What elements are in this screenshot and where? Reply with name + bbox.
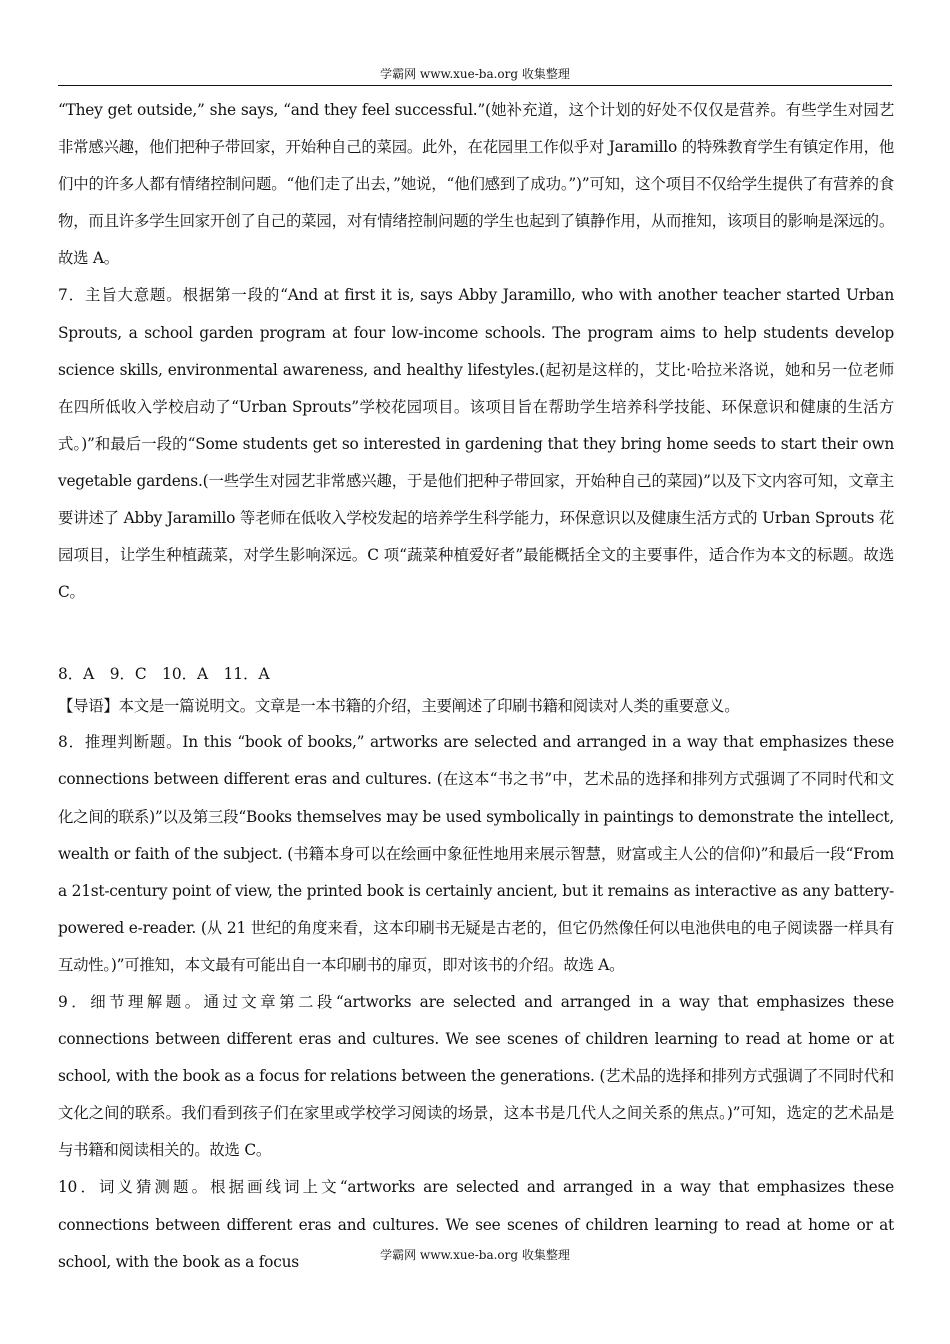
page-footer: 学霸网 www.xue-ba.org 收集整理 [380, 1248, 570, 1262]
answer-key-line: 8．A 9．C 10．A 11．A [58, 665, 270, 684]
paragraph-intro: 【导语】本文是一篇说明文。文章是一本书籍的介绍，主要阐述了印刷书籍和阅读对人类的重要意义。 [58, 697, 740, 716]
paragraph-q10-explanation: 10．词义猜测题。根据画线词上文“artworks are selected and arranged in a way that emphasizes these connections between different eras and cultures. We see scenes of children learning to read at home or at school, with the book as a focus [58, 1178, 894, 1271]
paragraph-q6-continuation: “They get outside,” she says, “and they feel successful.”(她补充道，这个计划的好处不仅仅是营养。有些学生对园艺非常感兴趣，他们把种子带回家，开始种自己的菜园。此外，在花园里工作似乎对 Jaramillo 的特殊教育学生有镇定作用，他们中的许多人都有情绪控制问题。“他们走了出去，”她说，“他们感到了成功。”)”可知，这个项目不仅给学生提供了有营养的食物，而且许多学生回家开创了自己的菜园，对有情绪控制问题的学生也起到了镇静作用，从而推知，该项目的影响是深远的。故选 A。 [58, 101, 894, 268]
page-header: 学霸网 www.xue-ba.org 收集整理 [380, 67, 570, 81]
paragraph-q8-explanation: 8．推理判断题。In this “book of books,” artworks are selected and arranged in a way that emphasizes these connections between different eras and cultures. (在这本“书之书”中，艺术品的选择和排列方式强调了不同时代和文化之间的联系)”以及第三段“Books themselves may be used symbolically in paintings to demonstrate the intellect, wealth or faith of the subject. (书籍本身可以在绘画中象征性地用来展示智慧，财富或主人公的信仰)”和最后一段“From a 21st-century point of view, the printed book is certainly ancient, but it remains as interactive as any battery-powered e-reader. (从 21 世纪的角度来看，这本印刷书无疑是古老的，但它仍然像任何以电池供电的电子阅读器一样具有互动性。)”可推知，本文最有可能出自一本印刷书的扉页，即对该书的介绍。故选 A。 [58, 733, 894, 974]
paragraph-q7-explanation: 7．主旨大意题。根据第一段的“And at first it is, says Abby Jaramillo, who with another teacher started Urban Sprouts, a school garden program at four low-income schools. The program aims to help students develop science skills, environmental awareness, and healthy lifestyles.(起初是这样的，艾比·哈拉米洛说，她和另一位老师在四所低收入学校启动了“Urban Sprouts”学校花园项目。该项目旨在帮助学生培养科学技能、环保意识和健康的生活方式。)”和最后一段的“Some students get so interested in gardening that they bring home seeds to start their own vegetable gardens.(一些学生对园艺非常感兴趣，于是他们把种子带回家，开始种自己的菜园)”以及下文内容可知，文章主要讲述了 Abby Jaramillo 等老师在低收入学校发起的培养学生科学能力，环保意识以及健康生活方式的 Urban Sprouts 花园项目，让学生种植蔬菜，对学生影响深远。C 项“蔬菜种植爱好者”最能概括全文的主要事件，适合作为本文的标题。故选 C。 [58, 286, 894, 602]
paragraph-q9-explanation: 9．细节理解题。通过文章第二段“artworks are selected and arranged in a way that emphasizes these connections between different eras and cultures. We see scenes of children learning to read at home or at school, with the book as a focus for relations between the generations. (艺术品的选择和排列方式强调了不同时代和文化之间的联系。我们看到孩子们在家里或学校学习阅读的场景，这本书是几代人之间关系的焦点。)”可知，选定的艺术品是与书籍和阅读相关的。故选 C。 [58, 992, 894, 1160]
header-divider [58, 85, 892, 86]
document-body [58, 92, 894, 1281]
